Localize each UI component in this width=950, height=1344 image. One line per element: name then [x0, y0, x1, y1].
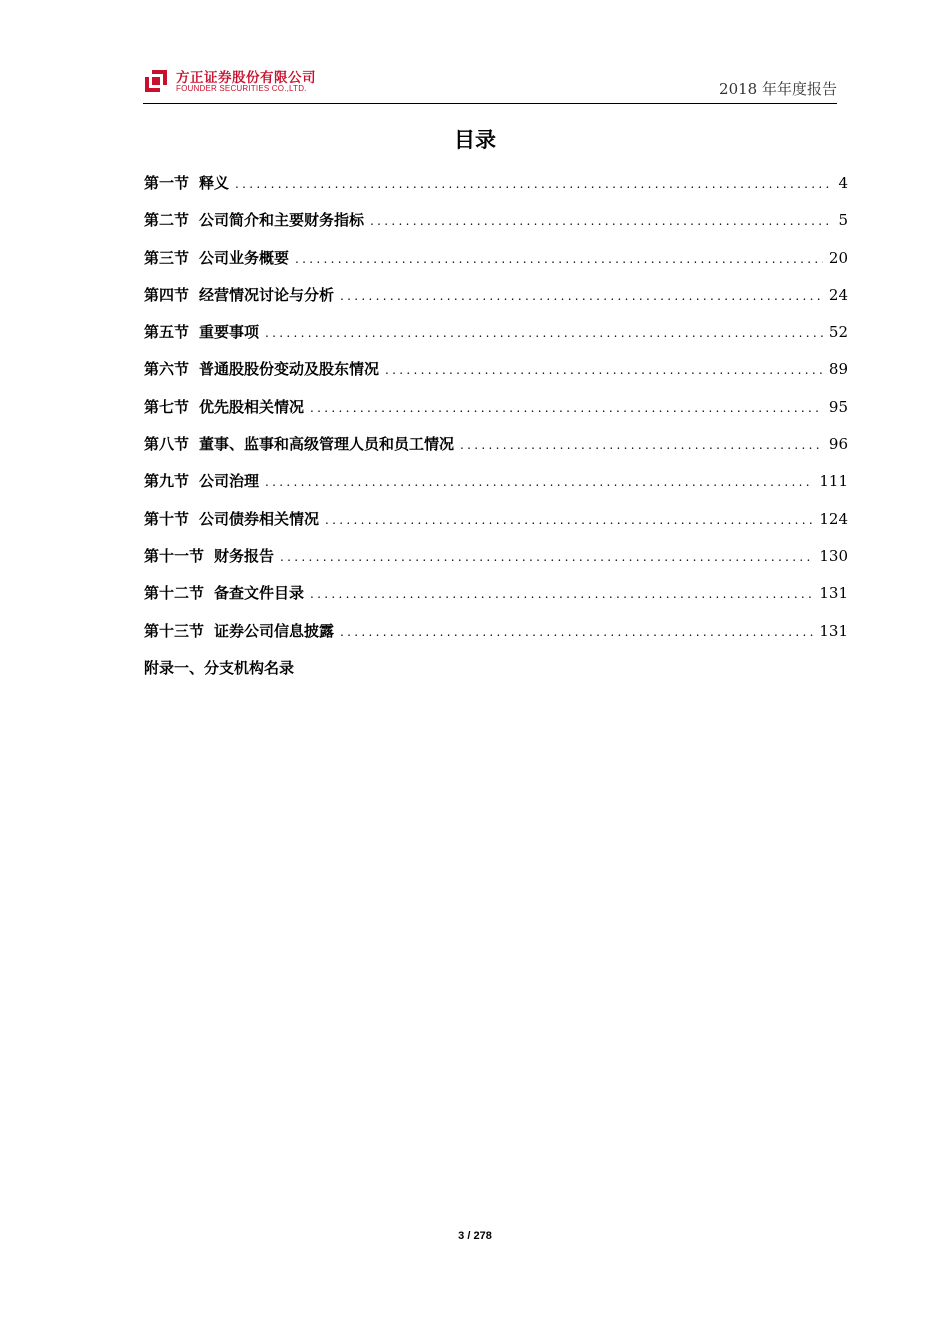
- toc-page-number: 89: [828, 360, 848, 379]
- toc-entry[interactable]: [144, 545, 848, 582]
- toc-section-title: 公司简介和主要财务指标: [199, 211, 365, 230]
- toc-section-number: 第十一节: [144, 546, 205, 565]
- toc-section-number: 第三节: [144, 248, 190, 267]
- toc-appendix[interactable]: 附录一、分支机构名录: [144, 659, 295, 677]
- toc-section-number: 第七节: [144, 397, 190, 416]
- header-divider: [143, 103, 837, 104]
- founder-logo-icon: [143, 68, 169, 94]
- toc-section-title: 财务报告: [214, 546, 275, 565]
- toc-entry[interactable]: [144, 396, 848, 433]
- company-name-cn: 方正证券股份有限公司: [176, 70, 316, 86]
- toc-leader-dots: [235, 177, 832, 191]
- company-name-en: FOUNDER SECURITIES CO.,LTD.: [176, 84, 307, 93]
- toc-entry[interactable]: [144, 209, 848, 246]
- toc-entry[interactable]: [144, 620, 848, 657]
- toc-entry[interactable]: [144, 470, 848, 507]
- toc-section-title: 公司债券相关情况: [199, 509, 320, 528]
- toc-entry[interactable]: [144, 358, 848, 395]
- toc-leader-dots: [385, 363, 823, 377]
- toc-page-number: 24: [828, 285, 848, 304]
- toc-section-number: 第一节: [144, 174, 190, 192]
- toc-entry[interactable]: [144, 433, 848, 470]
- toc-leader-dots: [310, 401, 823, 415]
- toc-section-title: 公司治理: [199, 472, 260, 491]
- toc-entry[interactable]: [144, 247, 848, 284]
- toc-section-number: 第四节: [144, 285, 190, 304]
- toc-leader-dots: [280, 550, 813, 564]
- toc-page-number: 52: [828, 323, 848, 342]
- toc-section-title: 公司业务概要: [199, 248, 290, 267]
- toc-entry[interactable]: [144, 321, 848, 358]
- toc-entry[interactable]: [144, 582, 848, 619]
- toc-page-number: 20: [828, 248, 848, 267]
- toc-entry[interactable]: [144, 284, 848, 321]
- page-number: 3 / 278: [458, 1230, 492, 1242]
- toc-section-title: 备查文件目录: [214, 584, 305, 603]
- toc-section-title: 经营情况讨论与分析: [199, 285, 335, 304]
- toc-section-number: 第二节: [144, 211, 190, 230]
- toc-page-number: 96: [828, 435, 848, 454]
- toc-section-title: 释义: [199, 174, 230, 192]
- toc-leader-dots: [370, 214, 832, 228]
- toc-section-title: 优先股相关情况: [199, 397, 305, 416]
- toc-leader-dots: [265, 475, 813, 489]
- toc-leader-dots: [340, 625, 813, 639]
- page-header: [143, 64, 837, 104]
- toc-section-number: 第八节: [144, 435, 190, 454]
- toc-leader-dots: [460, 438, 823, 452]
- toc-page-number: 131: [819, 584, 848, 603]
- toc-page-number: 111: [819, 472, 848, 491]
- toc-leader-dots: [295, 252, 823, 266]
- toc-leader-dots: [325, 513, 813, 527]
- toc-section-title: 普通股股份变动及股东情况: [199, 360, 380, 379]
- toc-section-title: 证券公司信息披露: [214, 621, 335, 640]
- toc-section-number: 第十节: [144, 509, 190, 528]
- toc-section-title: 董事、监事和高级管理人员和员工情况: [199, 435, 455, 454]
- toc-page-number: 131: [819, 621, 848, 640]
- toc-entry[interactable]: [144, 508, 848, 545]
- toc-section-number: 第六节: [144, 360, 190, 379]
- toc-page-number: 4: [838, 174, 848, 192]
- toc-section-number: 第十二节: [144, 584, 205, 603]
- toc-section-title: 重要事项: [199, 323, 260, 342]
- toc-leader-dots: [265, 326, 823, 340]
- toc-page-number: 130: [819, 546, 848, 565]
- toc-entry[interactable]: [144, 172, 848, 209]
- toc-section-number: 第九节: [144, 472, 190, 491]
- toc-title: 目录: [454, 128, 496, 152]
- table-of-contents: [144, 172, 848, 657]
- toc-page-number: 124: [819, 509, 848, 528]
- toc-leader-dots: [340, 289, 823, 303]
- toc-leader-dots: [310, 587, 813, 601]
- toc-section-number: 第五节: [144, 323, 190, 342]
- toc-page-number: 95: [828, 397, 848, 416]
- toc-page-number: 5: [838, 211, 848, 230]
- toc-section-number: 第十三节: [144, 621, 205, 640]
- report-title: 2018 年年度报告: [719, 80, 837, 98]
